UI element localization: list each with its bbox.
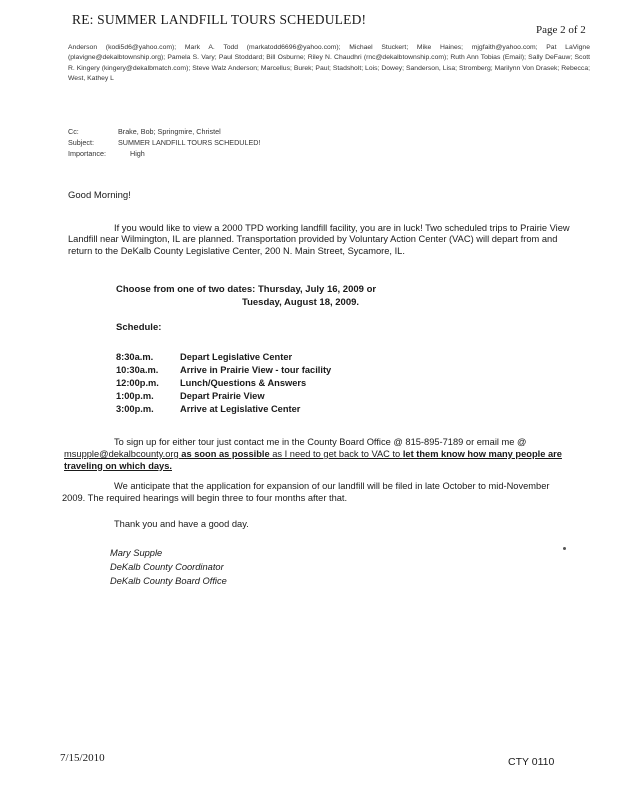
schedule-row	[116, 352, 292, 362]
signature-title: DeKalb County Coordinator	[110, 562, 224, 572]
greeting: Good Morning!	[68, 190, 131, 201]
subject-label: Subject:	[68, 138, 94, 147]
schedule-event: Depart Legislative Center	[180, 352, 293, 362]
schedule-event: Arrive in Prairie View - tour facility	[180, 365, 332, 375]
signup-text: To sign up for either tour just contact me in the County Board Office @ 815-895-7189 or email me @	[114, 437, 527, 447]
anticipate-paragraph: We anticipate that the application for expansion of our landfill will be filed in late October to mid-November 2009. The required hearings will begin three to four months after that.	[62, 481, 550, 503]
schedule-heading: Schedule:	[116, 322, 162, 333]
print-date: 7/15/2010	[60, 752, 105, 764]
date-choice	[116, 283, 376, 309]
schedule-time: 3:00p.m.	[116, 404, 154, 414]
schedule-event: Depart Prairie View	[180, 391, 265, 401]
date-choice-line-1: Choose from one of two dates: Thursday, July 16, 2009 or	[116, 284, 377, 295]
signup-asap: as soon as possible	[178, 448, 270, 459]
email-subject-title: RE: SUMMER LANDFILL TOURS SCHEDULED!	[72, 12, 367, 27]
signup-let-them-know: let them know how many people are traveling on which days.	[64, 448, 562, 471]
bates-number: CTY 0110	[508, 756, 555, 768]
recipient-list: Anderson (kodi5d6@yahoo.com); Mark A. Todd (markatodd6696@yahoo.com); Michael Stuckert; Mike Haines; mjgfaith@yahoo.com; Pat LaVigne (plavigne@dekalbtownship.org); Pamela S. Vary; Paul Stoddard; Bill Osburne; Riley N. Chaudhri (rnc@dekalbtownship.com); Ruth Ann Tobias (Email); Sally DeFauw; Scott R. Kingery (kingery@dekalbmatch.com); Steve Walz Anderson; Marcellus; Burek; Paul; Stadsholt; Lois; Dowey; Sanderson, Lisa; Stromberg; Marilynn Von Drasek; Rebecca; West, Kathey L	[68, 44, 590, 83]
schedule-row	[116, 391, 265, 401]
cc-label: Cc:	[68, 127, 79, 136]
page-number: Page 2 of 2	[536, 24, 586, 36]
schedule-time: 10:30a.m.	[116, 365, 159, 375]
schedule-time: 12:00p.m.	[116, 378, 159, 388]
signature-office: DeKalb County Board Office	[110, 576, 227, 586]
closing-line: Thank you and have a good day.	[114, 519, 249, 529]
subject-value: SUMMER LANDFILL TOURS SCHEDULED!	[118, 138, 261, 147]
scan-speck	[563, 547, 566, 550]
importance-value: High	[130, 149, 145, 158]
signup-vac-text: as I need to get back to VAC to	[269, 448, 403, 459]
signature-name: Mary Supple	[110, 548, 163, 558]
importance-label: Importance:	[68, 149, 106, 158]
date-choice-line-2: Tuesday, August 18, 2009.	[242, 297, 360, 308]
signup-email-link[interactable]: msupple@dekalbcounty.org	[64, 448, 179, 459]
cc-value: Brake, Bob; Springmire, Christel	[118, 127, 221, 136]
schedule-time: 8:30a.m.	[116, 352, 154, 362]
schedule-row	[116, 378, 306, 388]
schedule-time: 1:00p.m.	[116, 391, 154, 401]
schedule-event: Lunch/Questions & Answers	[180, 378, 307, 388]
schedule-event: Arrive at Legislative Center	[180, 404, 301, 414]
intro-paragraph: If you would like to view a 2000 TPD working landfill facility, you are in luck! Two scheduled trips to Prairie View Landfill near Wilmington, IL are planned. Transportation provided by Voluntary Action Center (VAC) will depart from and return to the DeKalb County Legislative Center, 200 N. Main Street, Sycamore, IL.	[68, 223, 570, 256]
signup-paragraph	[64, 437, 570, 472]
schedule-row	[116, 404, 300, 414]
schedule-row	[116, 365, 331, 375]
